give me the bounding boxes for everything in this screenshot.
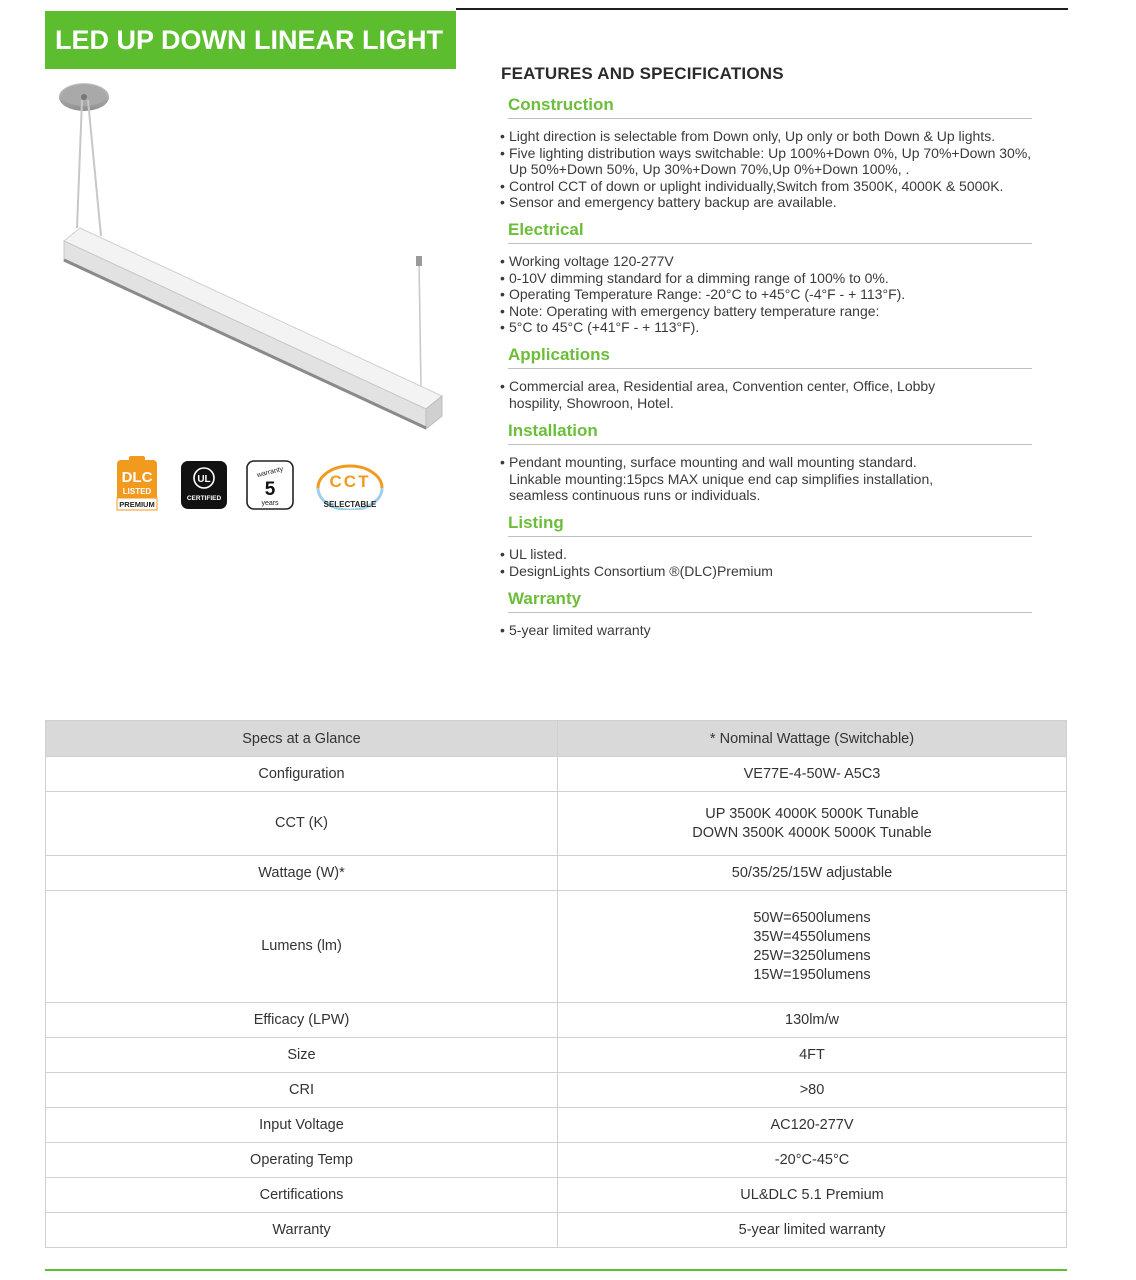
list-item: • Commercial area, Residential area, Convention center, Office, Lobby	[500, 378, 935, 395]
list-item: • UL listed.	[500, 546, 773, 563]
list-item: • 0-10V dimming standard for a dimming range of 100% to 0%.	[500, 270, 905, 287]
warranty-5-years-badge	[246, 460, 294, 510]
warranty-list	[500, 622, 651, 639]
spec-value: 50/35/25/15W adjustable	[558, 856, 1067, 891]
list-item: • Operating Temperature Range: -20°C to +45°C (-4°F - + 113°F).	[500, 286, 905, 303]
list-item-continued: hospility, Showroon, Hotel.	[509, 394, 674, 411]
spec-label: Input Voltage	[46, 1108, 558, 1143]
list-item-continued: seamless continuous runs or individuals.	[509, 487, 761, 504]
spec-value: 50W=6500lumens 35W=4550lumens 25W=3250lumens 15W=1950lumens	[558, 891, 1067, 1003]
cct-mark-text: CCT	[329, 472, 371, 491]
dlc-badge-text: DLC	[121, 469, 153, 486]
dlc-premium-text: PREMIUM	[119, 500, 155, 509]
warranty-number-text: 5	[264, 479, 276, 500]
features-title: FEATURES AND SPECIFICATIONS	[501, 64, 784, 83]
section-heading-installation: Installation	[508, 420, 1032, 445]
spec-value: UL&DLC 5.1 Premium	[558, 1178, 1067, 1213]
spec-label: Certifications	[46, 1178, 558, 1213]
section-heading-applications: Applications	[508, 344, 1032, 369]
table-header-cell: Specs at a Glance	[46, 721, 558, 757]
table-row	[46, 1178, 1067, 1213]
list-item: • 5°C to 45°C (+41°F - + 113°F).	[500, 319, 905, 336]
table-row	[46, 792, 1067, 856]
spec-value: AC120-277V	[558, 1108, 1067, 1143]
spec-label: Warranty	[46, 1213, 558, 1248]
spec-value: UP 3500K 4000K 5000K Tunable DOWN 3500K 4000K 5000K Tunable	[558, 792, 1067, 856]
spec-value: VE77E-4-50W- A5C3	[558, 757, 1067, 792]
list-item: • Control CCT of down or uplight individually,Switch from 3500K, 4000K & 5000K.	[500, 178, 1031, 195]
specs-table	[45, 720, 1067, 1248]
table-row	[46, 1108, 1067, 1143]
table-row	[46, 757, 1067, 792]
list-item: • Light direction is selectable from Down only, Up only or both Down & Up lights.	[500, 128, 1031, 145]
spec-value: >80	[558, 1073, 1067, 1108]
list-item: • Pendant mounting, surface mounting and wall mounting standard.	[500, 454, 933, 471]
construction-list	[500, 128, 1031, 211]
fixture-image	[55, 76, 455, 446]
warranty-top-text: warranty	[256, 465, 284, 480]
warranty-years-text: years	[261, 500, 279, 507]
list-item: • Note: Operating with emergency battery temperature range:	[500, 303, 905, 320]
list-item-continued: Up 50%+Down 50%, Up 30%+Down 70%,Up 0%+Down 100%, .	[509, 161, 910, 178]
spec-label: Efficacy (LPW)	[46, 1003, 558, 1038]
list-item-continued: Linkable mounting:15pcs MAX unique end cap simplifies installation,	[509, 470, 934, 487]
applications-list	[500, 378, 935, 411]
spec-label: Size	[46, 1038, 558, 1073]
ul-certified-text: CERTIFIED	[186, 495, 222, 502]
ul-certified-badge	[180, 460, 228, 510]
table-header-cell: * Nominal Wattage (Switchable)	[558, 721, 1067, 757]
electrical-list	[500, 253, 905, 336]
cct-selectable-badge	[312, 462, 388, 510]
certification-badges	[114, 456, 394, 516]
list-item: • DesignLights Consortium ®(DLC)Premium	[500, 563, 773, 580]
spec-value: 5-year limited warranty	[558, 1213, 1067, 1248]
section-heading-electrical: Electrical	[508, 219, 1032, 244]
spec-value: -20°C-45°C	[558, 1143, 1067, 1178]
top-rule	[456, 8, 1068, 10]
table-row	[46, 1038, 1067, 1073]
list-item: • Working voltage 120-277V	[500, 253, 905, 270]
cct-selectable-text: SELECTABLE	[323, 500, 377, 509]
table-row	[46, 891, 1067, 1003]
section-heading-construction: Construction	[508, 94, 1032, 119]
table-row	[46, 1073, 1067, 1108]
list-item: • Five lighting distribution ways switchable: Up 100%+Down 0%, Up 70%+Down 30%,	[500, 145, 1031, 162]
table-row	[46, 1003, 1067, 1038]
product-title: LED UP DOWN LINEAR LIGHT	[45, 11, 456, 69]
list-item: • 5-year limited warranty	[500, 622, 651, 639]
spec-label: Operating Temp	[46, 1143, 558, 1178]
list-item: • Sensor and emergency battery backup are available.	[500, 194, 1031, 211]
spec-label: Configuration	[46, 757, 558, 792]
table-row	[46, 856, 1067, 891]
installation-list	[500, 454, 933, 504]
table-row	[46, 1143, 1067, 1178]
spec-label: Wattage (W)*	[46, 856, 558, 891]
bottom-rule	[45, 1269, 1067, 1271]
section-heading-listing: Listing	[508, 512, 1032, 537]
spec-label: CRI	[46, 1073, 558, 1108]
ul-mark-text: UL	[197, 474, 211, 485]
spec-value: 130lm/w	[558, 1003, 1067, 1038]
dlc-listed-text: LISTED	[122, 487, 152, 496]
spec-value: 4FT	[558, 1038, 1067, 1073]
table-row	[46, 1213, 1067, 1248]
spec-label: Lumens (lm)	[46, 891, 558, 1003]
spec-label: CCT (K)	[46, 792, 558, 856]
dlc-premium-badge	[114, 456, 160, 514]
listing-list	[500, 546, 773, 579]
section-heading-warranty: Warranty	[508, 588, 1032, 613]
table-header-row	[46, 721, 1067, 757]
